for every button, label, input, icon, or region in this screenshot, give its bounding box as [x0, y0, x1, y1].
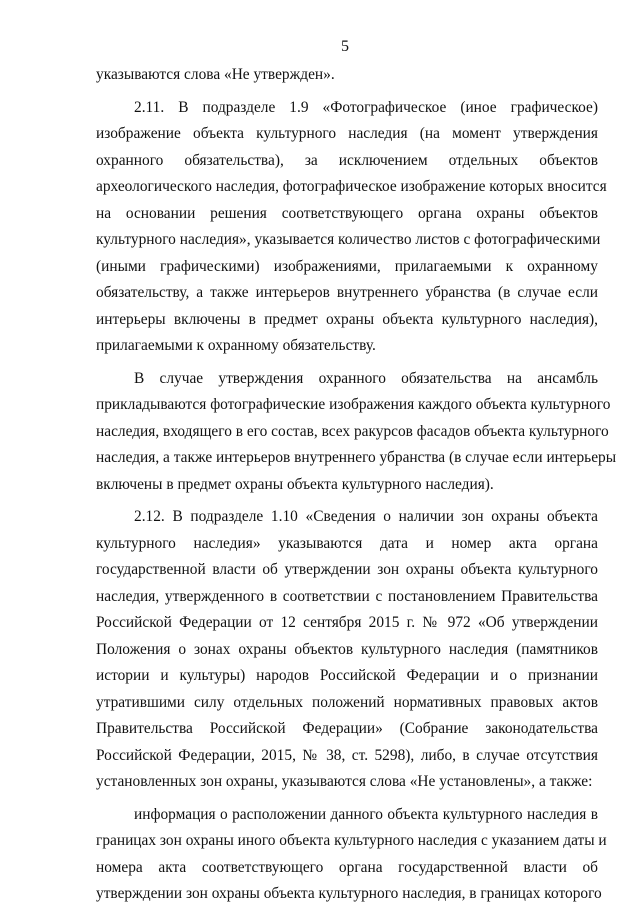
text-line: прилагаемыми к охранному обязательству. [96, 337, 376, 354]
text-line: охранного обязательства), за исключением отдельных объектов [96, 151, 598, 169]
text-line: наследия, утвержденного в соответствии с постановлением Правительства [96, 587, 598, 605]
text-line: культурного наследия», указывается количество листов с фотографическими [96, 231, 601, 248]
text-line: археологического наследия, фотографическое изображение которых вносится [96, 178, 607, 195]
text-line: включены в предмет охраны объекта культурного наследия). [96, 475, 494, 493]
text-line: указываются слова «Не утвержден». [96, 66, 335, 83]
text-line: наследия, входящего в его состав, всех ракурсов фасадов объекта культурного [96, 422, 609, 440]
paragraph [96, 366, 617, 499]
text-line: на основании решения соответствующего органа охраны объектов [96, 204, 598, 222]
text-line: 2.12. В подразделе 1.10 «Сведения о наличии зон охраны объекта [134, 508, 598, 525]
text-line: В случае утверждения охранного обязательства на ансамбль [134, 369, 598, 387]
paragraph [96, 95, 607, 360]
paragraph [96, 504, 598, 796]
text-line: утверждении зон охраны объекта культурного наследия, в границах которого [96, 885, 602, 902]
text-line: Положения о зонах охраны объектов культурного наследия (памятников [96, 640, 598, 658]
text-line: 2.11. В подразделе 1.9 «Фотографическое (иное графическое) [134, 98, 598, 116]
text-line: изображение объекта культурного наследия (на момент утверждения [96, 125, 598, 142]
text-line: информация о расположении данного объекта культурного наследия в [134, 805, 598, 823]
text-line: интерьеры включены в предмет охраны объекта культурного наследия), [96, 310, 598, 328]
text-line: утратившими силу отдельных положений нормативных правовых актов [96, 693, 598, 711]
text-line: истории и культуры) народов Российской Федерации и о признании [96, 667, 598, 684]
text-line: (иными графическими) изображениями, прилагаемыми к охранному [96, 257, 598, 275]
text-line: государственной власти об утверждении зон охраны объекта культурного [96, 561, 598, 578]
text-line: границах зон охраны иного объекта культурного наследия с указанием даты и [96, 832, 607, 849]
paragraph [96, 802, 607, 908]
text-line: Российской Федерации, 2015, № 38, ст. 5298), либо, в случае отсутствия [96, 746, 598, 764]
text-line: Российской Федерации от 12 сентября 2015 г. № 972 «Об утверждении [96, 614, 598, 631]
document-body [96, 62, 617, 908]
text-line: наследия, а также интерьеров внутреннего убранства (в случае если интерьеры [96, 449, 617, 466]
text-line: прикладываются фотографические изображения каждого объекта культурного [96, 396, 611, 413]
page-number: 5 [341, 38, 349, 55]
text-line: культурного наследия» указываются дата и номер акта органа [96, 534, 598, 552]
text-line: установленных зон охраны, указываются слова «Не установлены», а также: [96, 773, 593, 790]
text-line: обязательству, а также интерьеров внутреннего убранства (в случае если [96, 284, 598, 301]
text-line: Правительства Российской Федерации» (Собрание законодательства [96, 720, 598, 737]
paragraph [96, 62, 598, 89]
text-line: номера акта соответствующего органа государственной власти об [96, 858, 598, 876]
